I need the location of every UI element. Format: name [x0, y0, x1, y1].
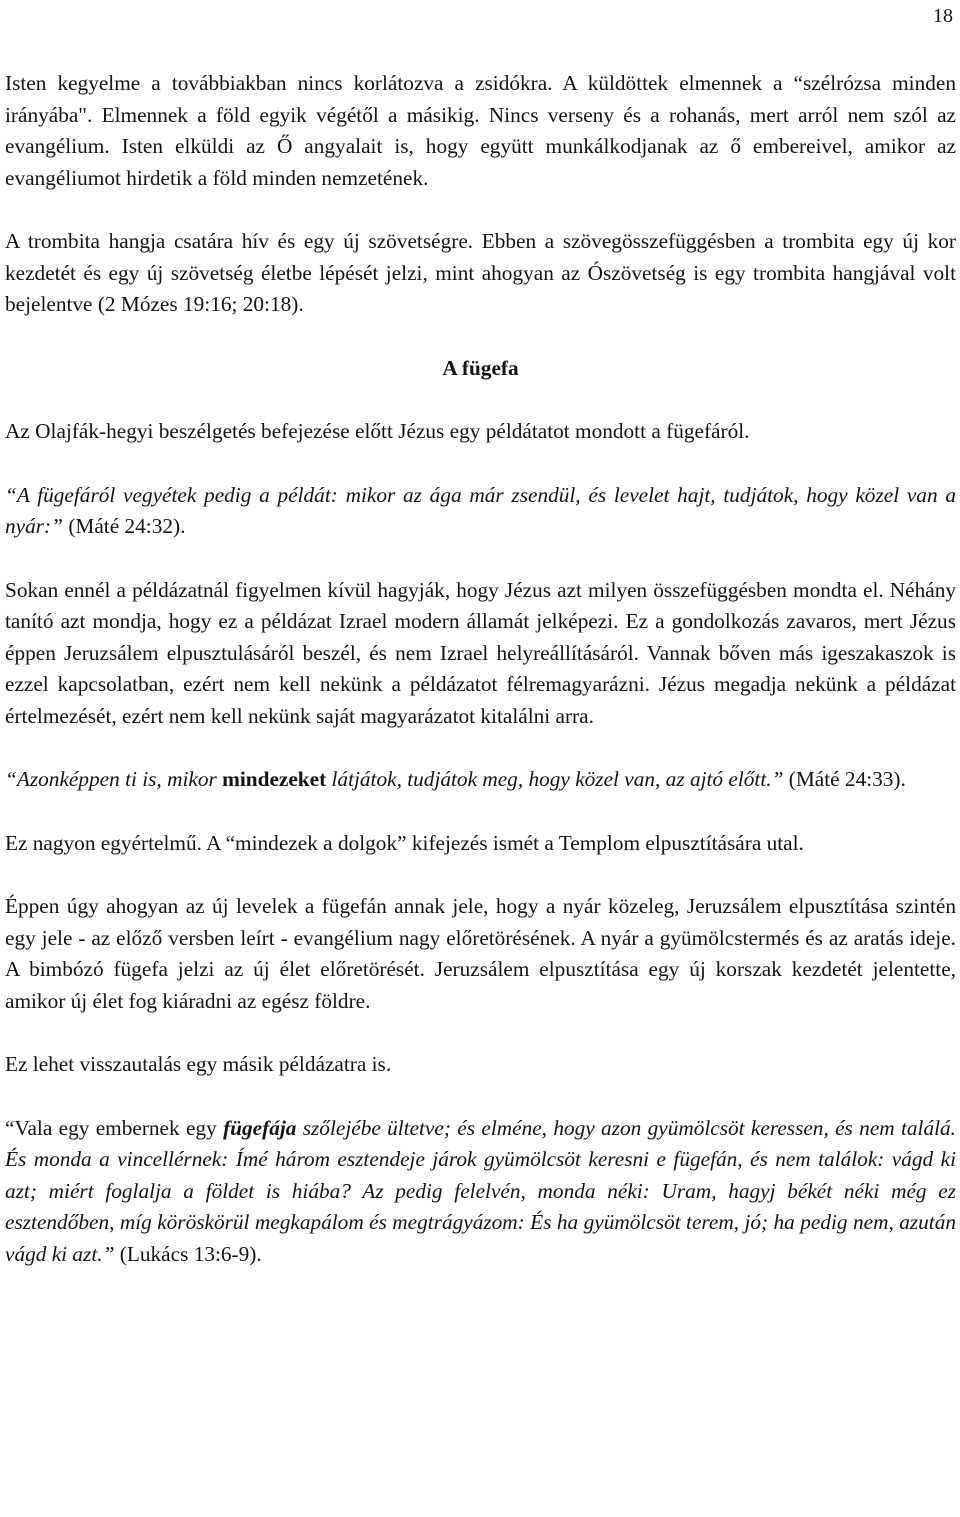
quote-reference: (Lukács 13:6-9).	[114, 1241, 262, 1266]
section-heading: A fügefa	[442, 355, 519, 380]
quote-reference: (Máté 24:32).	[68, 514, 186, 538]
paragraph-clear: Ez nagyon egyértelmű. A “mindezek a dolgok” kifejezés ismét a Templom elpusztítására utal.	[5, 830, 804, 855]
page-number: 18	[933, 5, 953, 27]
document-body	[5, 68, 956, 1302]
quote-reference: (Máté 24:33).	[783, 767, 906, 791]
paragraph-new-leaves: Éppen úgy ahogyan az új levelek a fügefán annak jele, hogy a nyár közeleg, Jeruzsálem elpusztítása szintén egy jele - az előző versben leírt - evangélium nagy előretörésének. A nyár a gyümölcstermés és az aratás ideje. A bimbózó fügefa jelzi az új élet előretörését. Jeruzsálem elpusztítása egy új korszak kezdetét jelentette, amikor új élet fog kiáradni az egész földre.	[5, 894, 956, 1013]
quote-text-after: szőlejébe ültetve; és elméne, hogy azon gyümölcsöt keressen, és nem találá. És monda a vincellérnek: Ímé három esztendeje járok gyümölcsöt keresni e fügefán, és nem találok: vágd ki azt; miért foglalja a földet is hiába? Az pedig felelvén, monda néki: Uram, hagyj békét néki még ez esztendőben, míg köröskörül megkapálom és megtrágyázom: És ha gyümölcsöt terem, jó; ha pedig nem, azután vágd ki azt.”	[5, 1115, 956, 1266]
quote-matthew-24-33	[5, 764, 956, 796]
quote-text: “A fügefáról vegyétek pedig a példát: mikor az ága már zsendül, és levelet hajt, tudjátok, hogy közel van a nyár:”	[5, 482, 956, 538]
quote-matthew-24-32	[5, 480, 956, 543]
quote-text-after: látjátok, tudjátok meg, hogy közel van, az ajtó előtt.”	[326, 767, 784, 791]
quote-emphasis: fügefája	[223, 1115, 297, 1140]
paragraph-trumpet: A trombita hangja csatára hív és egy új szövetségre. Ebben a szövegösszefüggésben a trombita egy új kor kezdetét és egy új szövetség életbe lépését jelzi, mint ahogyan az Ószövetség is egy trombita hangjával volt bejelentve (2 Mózes 19:16; 20:18).	[5, 229, 956, 316]
quote-emphasis: mindezeket	[222, 767, 327, 791]
paragraph-intro: Az Olajfák-hegyi beszélgetés befejezése előtt Jézus egy példátatot mondott a fügefáról.	[5, 419, 750, 443]
paragraph-allusion: Ez lehet visszautalás egy másik példázatra is.	[5, 1052, 392, 1076]
paragraph-misinterpretation: Sokan ennél a példázatnál figyelmen kívül hagyják, hogy Jézus azt milyen összefüggésben mondta el. Néhány tanító azt mondja, hogy ez a példázat Izrael modern államát jelképezi. Ez a gondolkozás zavaros, mert Jézus éppen Jeruzsálem elpusztulásáról beszél, és nem Izrael helyreállításáról. Vannak bőven más igeszakaszok is ezzel kapcsolatban, ezért nem kell nekünk a példázatot félremagyarázni. Jézus megadja nekünk a példázat értelmezését, ezért nem kell nekünk saját magyarázatot kitalálni arra.	[5, 577, 956, 728]
paragraph-gospel-spread: Isten kegyelme a továbbiakban nincs korlátozva a zsidókra. A küldöttek elmennek a “szélrózsa minden irányába". Elmennek a föld egyik végétől a másikig. Nincs verseny és a rohanás, mert arról nem szól az evangélium. Isten elküldi az Ő angyalait is, hogy együtt munkálkodjanak az ő embereivel, amikor az evangéliumot hirdetik a föld minden nemzetének.	[5, 71, 956, 190]
quote-text-before: “Azonképpen ti is, mikor	[5, 767, 223, 791]
quote-text-before: “Vala egy embernek egy	[5, 1115, 224, 1140]
quote-luke-13-6-9	[5, 1113, 956, 1271]
